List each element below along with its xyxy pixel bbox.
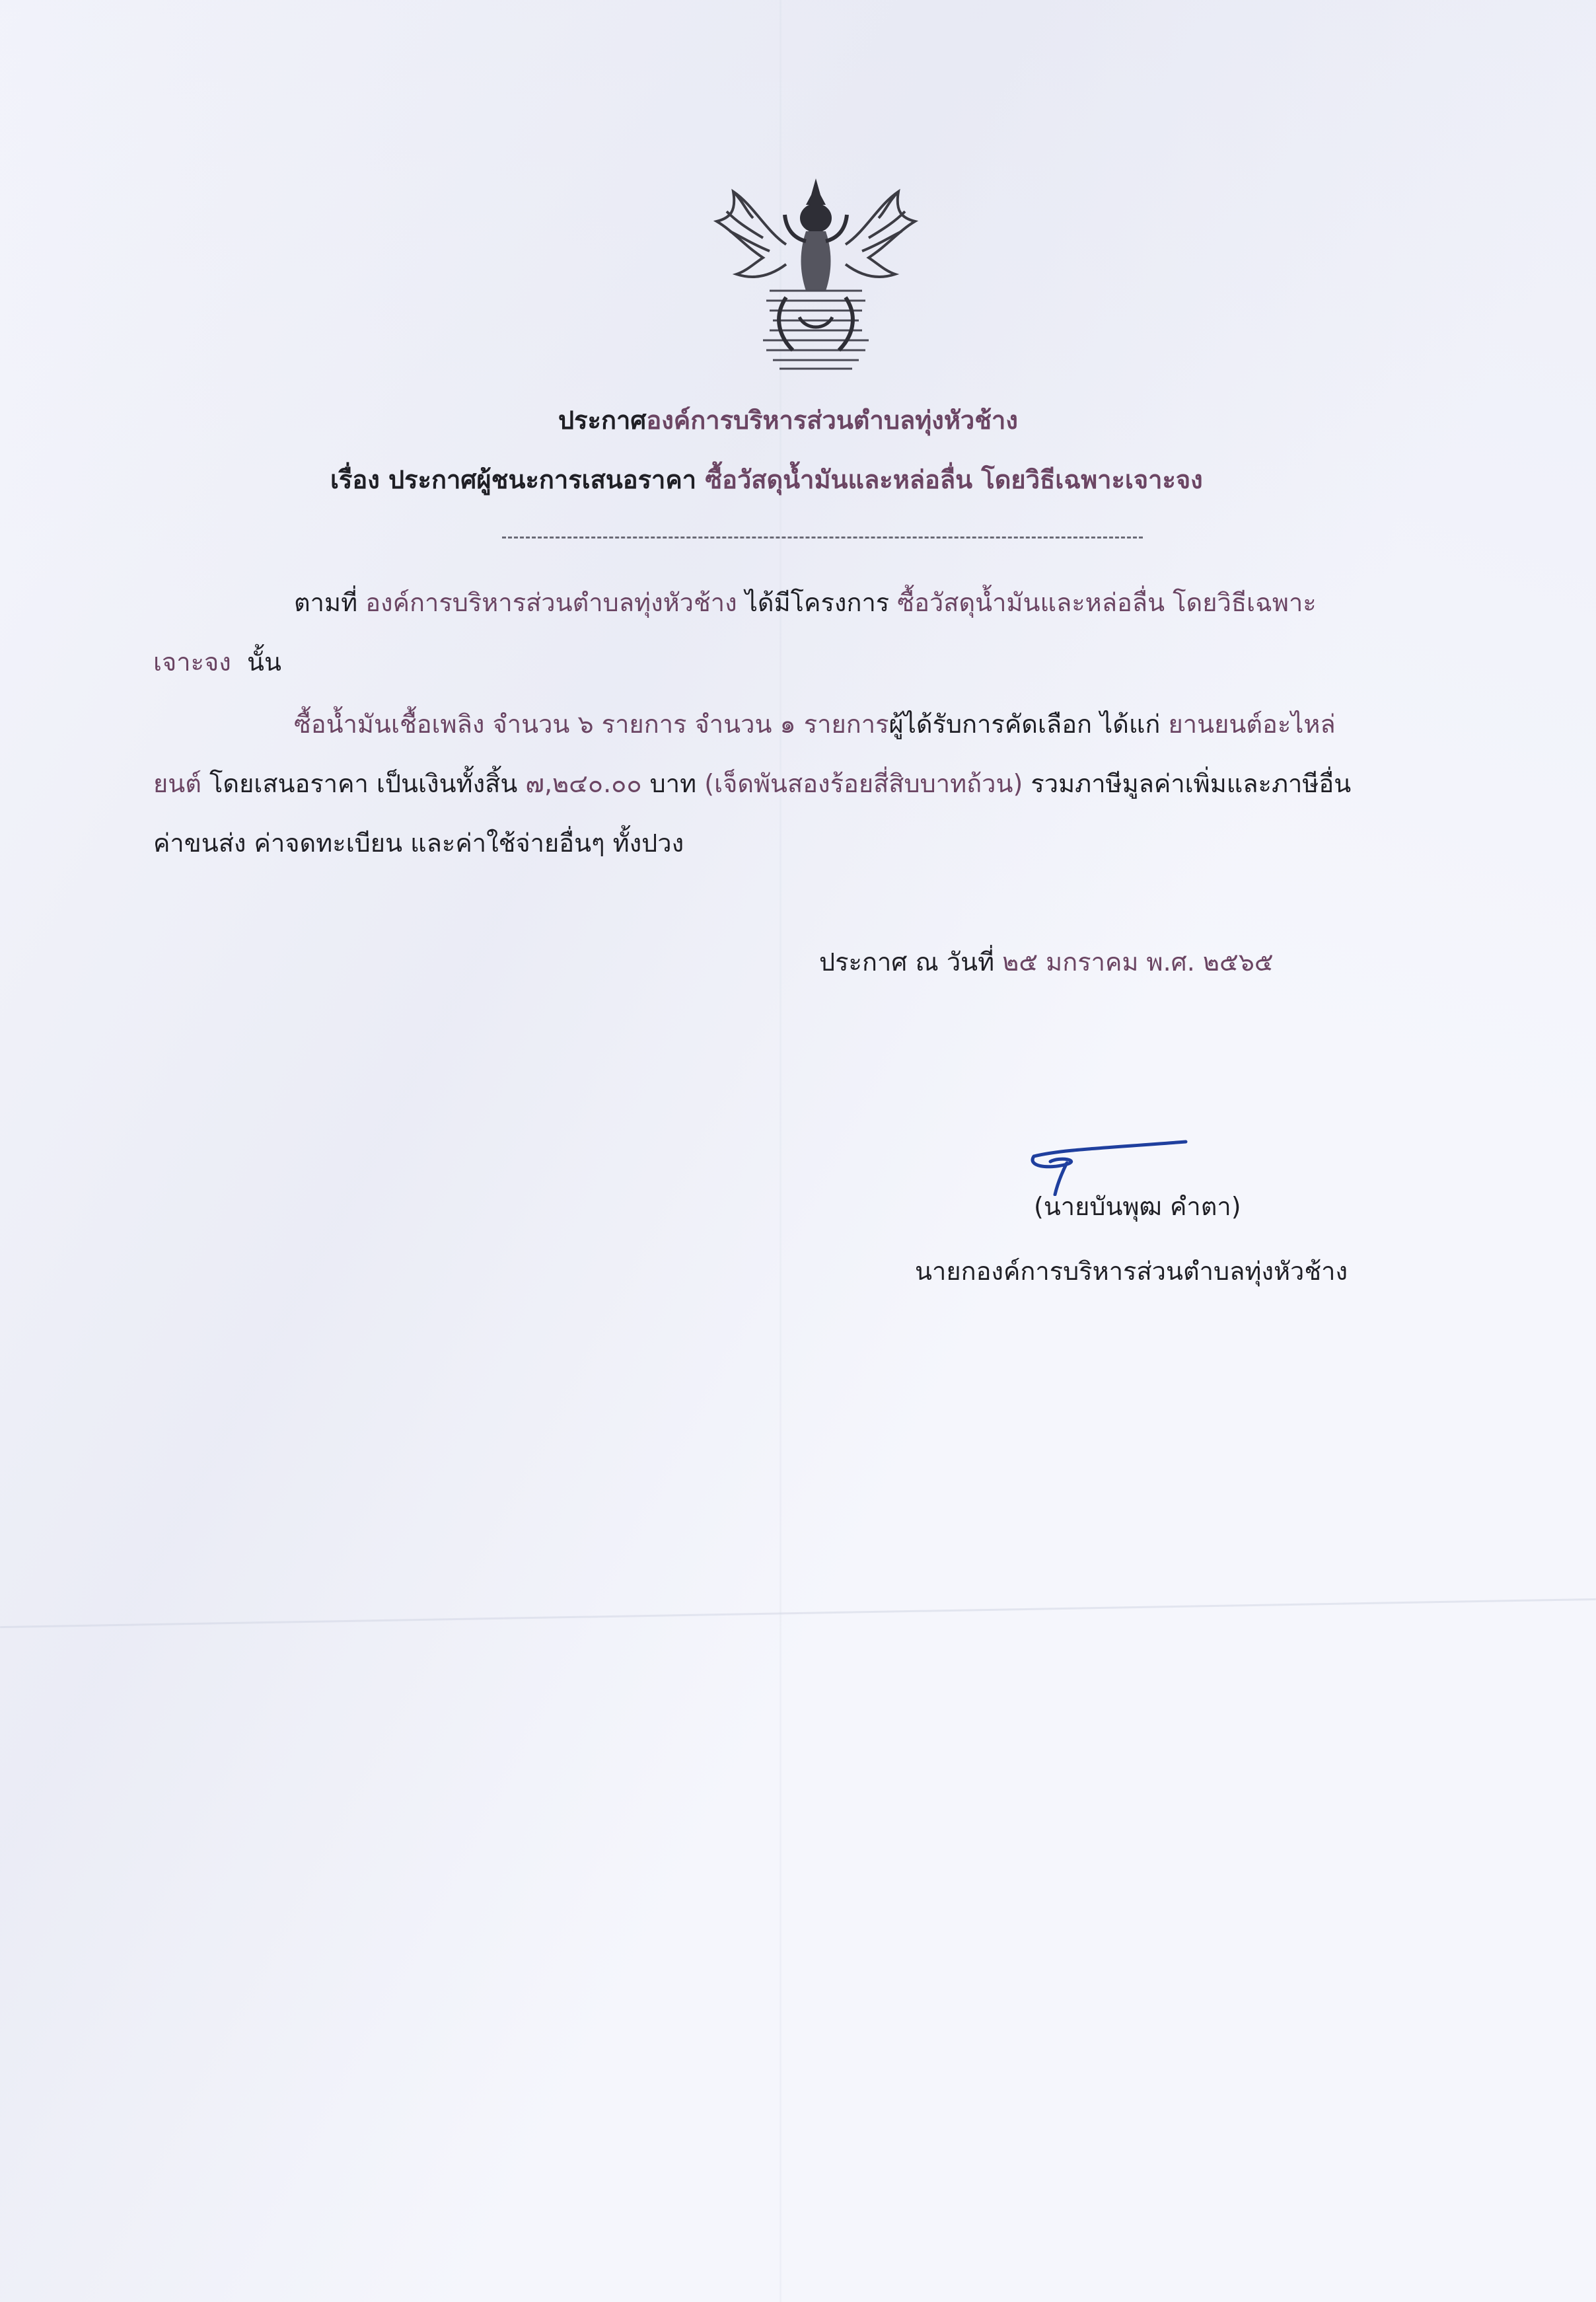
p1-lead: ตามที่ (294, 588, 358, 617)
date-value: ๒๕ มกราคม พ.ศ. ๒๕๖๕ (1002, 947, 1274, 977)
p1-project: ซื้อวัสดุน้ำมันและหล่อลื่น โดยวิธีเฉพาะ (897, 588, 1317, 617)
subject-prefix: เรื่อง ประกาศผู้ชนะการเสนอราคา (330, 465, 697, 494)
announcement-title (558, 403, 1018, 437)
p2-currency: บาท (649, 769, 697, 798)
p1-mid: ได้มีโครงการ (744, 588, 890, 617)
paragraph-2-line-3 (153, 826, 684, 860)
paragraph-2-line-2 (153, 766, 1351, 801)
p1-end: นั้น (247, 648, 281, 677)
p1-organization: องค์การบริหารส่วนตำบลทุ่งหัวช้าง (365, 588, 737, 617)
paper-crease (0, 1598, 1596, 1628)
subject-text: ซื้อวัสดุน้ำมันและหล่อลื่น โดยวิธีเฉพาะเจาะจง (705, 465, 1203, 494)
p2-costs: ค่าขนส่ง ค่าจดทะเบียน และค่าใช้จ่ายอื่นๆ ทั้งปวง (153, 829, 684, 858)
header-divider (502, 537, 1143, 538)
p2-amount: ๗,๒๔๐.๐๐ (525, 769, 642, 798)
p2-amount-words: (เจ็ดพันสองร้อยสี่สิบบาทถ้วน) (704, 769, 1023, 798)
announcement-date (819, 945, 1274, 979)
title-prefix: ประกาศ (558, 406, 647, 435)
signatory-position: นายกองค์การบริหารส่วนตำบลทุ่งหัวช้าง (915, 1257, 1348, 1286)
p2-price-label: โดยเสนอราคา เป็นเงินทั้งสิ้น (209, 769, 518, 798)
date-label: ประกาศ ณ วันที่ (819, 947, 995, 977)
p2-winner: ยานยนต์อะไหล่ (1168, 710, 1336, 739)
paragraph-2-line-1 (294, 707, 1336, 741)
paragraph-1-line-1 (294, 585, 1317, 620)
paragraph-1-line-2 (153, 645, 281, 679)
p2-winner-label: ผู้ได้รับการคัดเลือก ได้แก่ (889, 710, 1161, 739)
handwritten-signature (1021, 1136, 1206, 1196)
title-organization: องค์การบริหารส่วนตำบลทุ่งหัวช้าง (646, 406, 1018, 435)
signatory-name: (นายบันพุฒ คำตา) (1034, 1192, 1241, 1221)
p1-project-cont: เจาะจง (153, 648, 231, 677)
p2-item: ซื้อน้ำมันเชื้อเพลิง จำนวน ๖ รายการ จำนวน ๑ รายการ (294, 710, 889, 739)
p2-winner-cont: ยนต์ (153, 769, 201, 798)
announcement-subject (330, 463, 1203, 497)
p2-tax-note: รวมภาษีมูลค่าเพิ่มและภาษีอื่น (1031, 769, 1352, 798)
garuda-emblem-icon (707, 165, 925, 377)
